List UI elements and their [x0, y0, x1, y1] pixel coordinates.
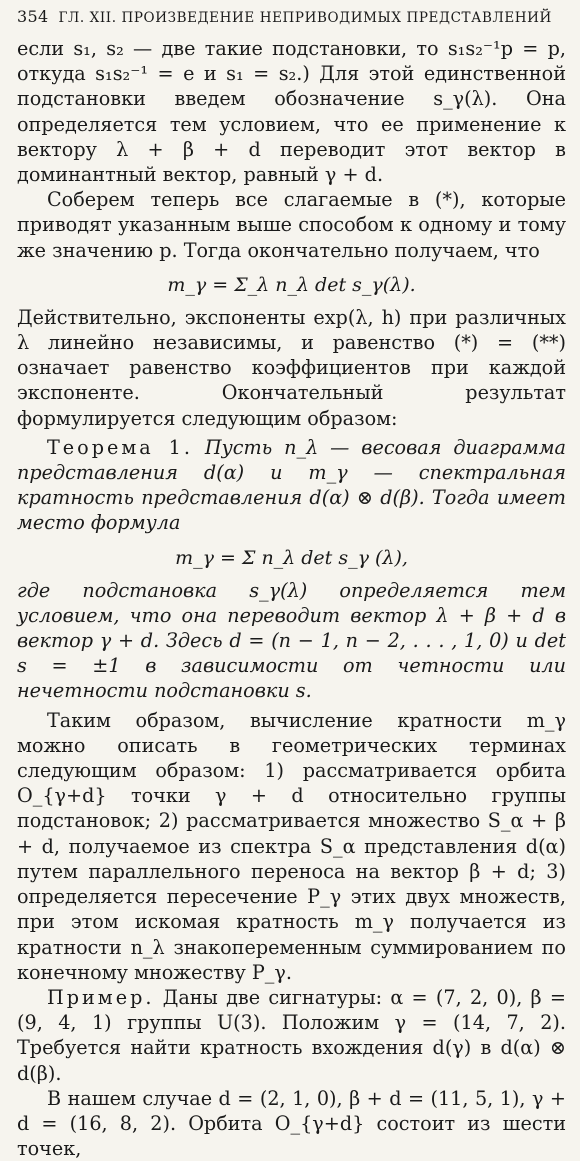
example [17, 985, 566, 1086]
theorem-label: Теорема 1. [47, 435, 193, 459]
theorem-text: Пусть n_λ — весовая диаграмма представления d(α) и m_γ — спектральная кратность представления d(α) ⊗ d(β). Тогда имеет место формула [17, 435, 566, 535]
formula-multiplicity: m_γ = Σ_λ n_λ det s_γ(λ). [167, 273, 416, 296]
paragraph-4: Таким образом, вычисление кратности m_γ можно описать в геометрических терминах следующим образом: 1) рассматривается орбита O_{γ+d} точки γ + d относительно группы подстановок; 2) рассматривается множество S_α + β + d, получаемое из спектра S_α представления d(α) путем параллельного переноса на вектор β + d; 3) определяется пересечение P_γ этих двух множеств, при этом искомая кратность m_γ получается из кратности n_λ знакопеременным суммированием по конечному множеству P_γ. [17, 708, 566, 984]
theorem-1 [17, 435, 566, 536]
page-body [17, 36, 566, 1161]
formula-theorem: m_γ = Σ n_λ det s_γ (λ), [175, 546, 408, 569]
theorem-continuation: где подстановка s_γ(λ) определяется тем условием, что она переводит вектор λ + β + d в вектор γ + d. Здесь d = (n − 1, n − 2, . . . , 1, 0) и det s = ±1 в зависимости от четности или нечетности подстановки s. [17, 578, 566, 703]
chapter-title: ГЛ. XII. ПРОИЗВЕДЕНИЕ НЕПРИВОДИМЫХ ПРЕДСТАВЛЕНИЙ [58, 10, 552, 26]
page-number: 354 [17, 7, 49, 26]
paragraph-2: Соберем теперь все слагаемые в (*), которые приводят указанным выше способом к одному и тому же значению p. Тогда окончательно получаем, что [17, 188, 566, 262]
paragraph-1: если s₁, s₂ — две такие подстановки, то s₁s₂⁻¹p = p, откуда s₁s₂⁻¹ = e и s₁ = s₂.) Для этой единственной подстановки введем обозначение s_γ(λ). Она определяется тем условием, что ее применение к вектору λ + β + d переводит этот вектор в доминантный вектор, равный γ + d. [17, 37, 566, 187]
example-text: Даны две сигнатуры: α = (7, 2, 0), β = (9, 4, 1) группы U(3). Положим γ = (14, 7, 2). Требуется найти кратность вхождения d(γ) в d(α) ⊗ d(β). [17, 985, 566, 1085]
running-header [17, 6, 566, 36]
paragraph-5: В нашем случае d = (2, 1, 0), β + d = (11, 5, 1), γ + d = (16, 8, 2). Орбита O_{γ+d} состоит из шести точек, [17, 1086, 566, 1161]
paragraph-3: Действительно, экспоненты exp(λ, h) при различных λ линейно независимы, и равенство (*) = (**) означает равенство коэффициентов при каждой экспоненте. Окончательный результат формулируется следующим образом: [17, 305, 566, 430]
example-label: Пример. [47, 985, 155, 1009]
